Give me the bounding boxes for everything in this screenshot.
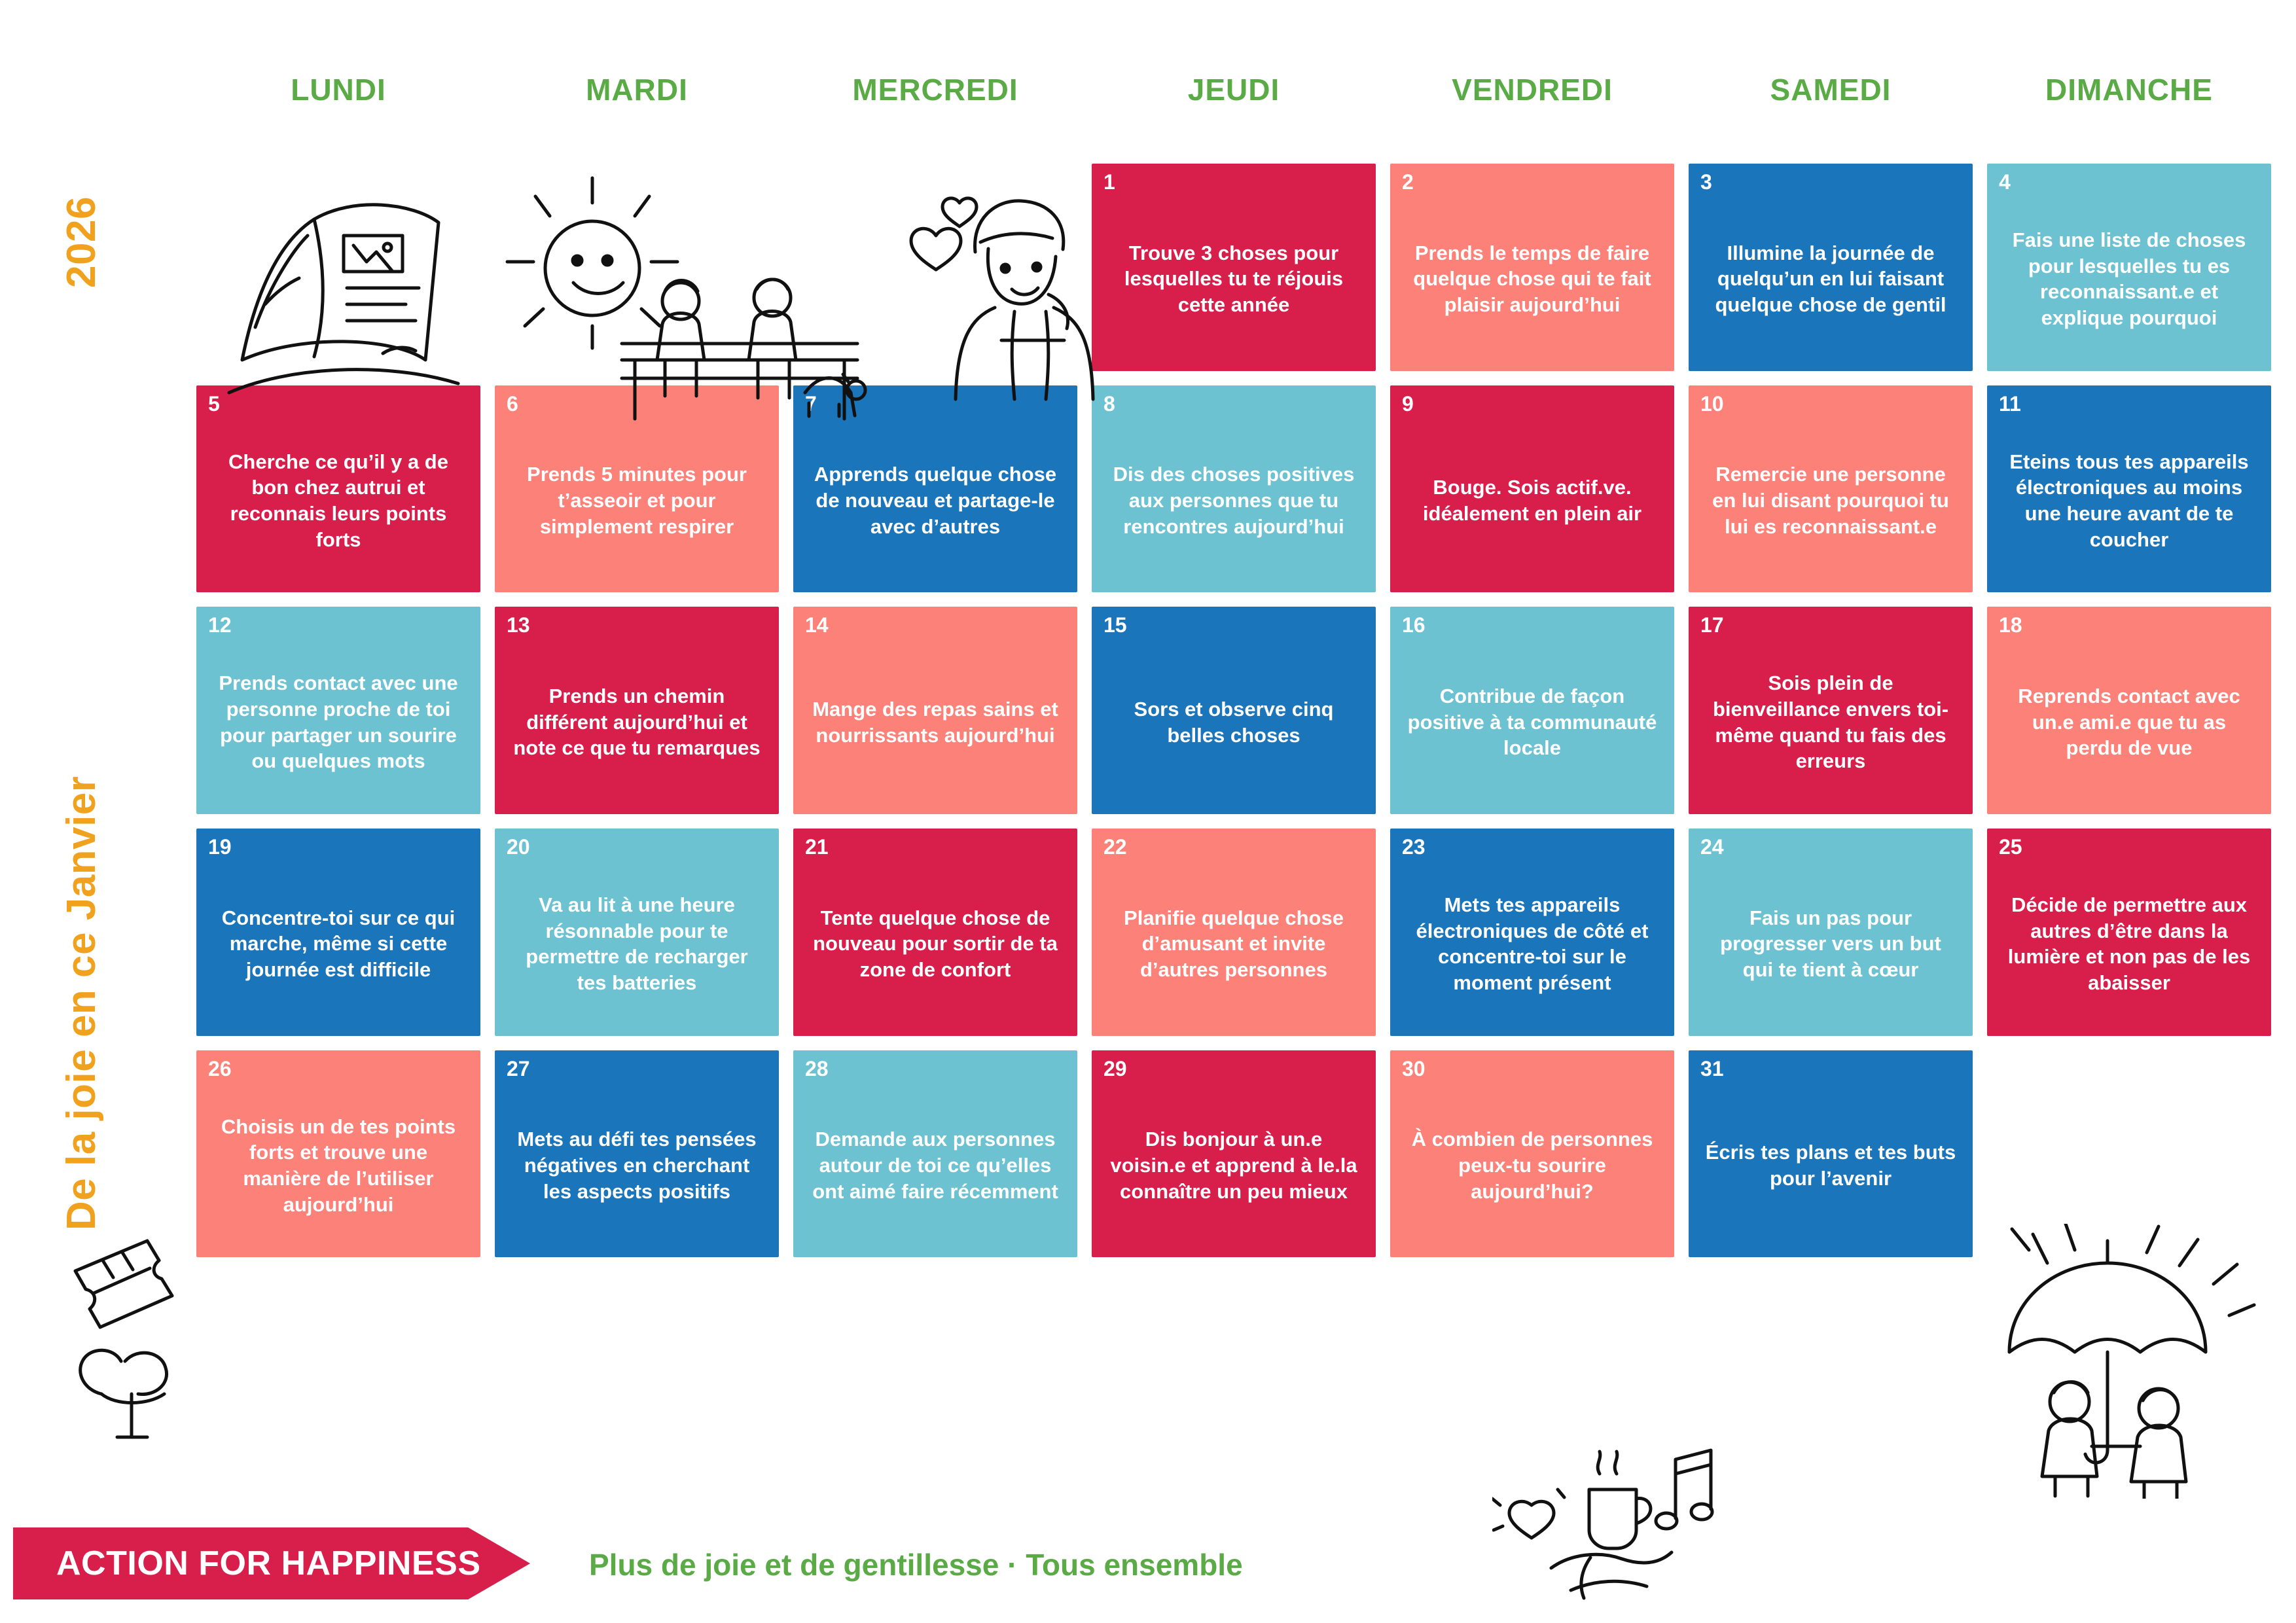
calendar-day-21[interactable] <box>793 829 1077 1036</box>
calendar-day-1[interactable] <box>1092 164 1376 371</box>
day-header-wednesday: MERCREDI <box>852 73 1018 107</box>
day-number: 14 <box>805 613 829 637</box>
day-text: Fais un pas pour progresser vers un but qui te tient à cœur <box>1720 906 1941 982</box>
calendar-day-31[interactable] <box>1689 1050 1973 1258</box>
day-header-sunday: DIMANCHE <box>2045 73 2213 107</box>
day-number: 3 <box>1700 170 1712 194</box>
day-number: 11 <box>1999 391 2021 416</box>
day-text: Mets au défi tes pensées négatives en cherchant les aspects positifs <box>517 1128 757 1203</box>
day-number: 12 <box>208 613 232 637</box>
day-number: 30 <box>1402 1056 1426 1080</box>
calendar-day-17[interactable] <box>1689 607 1973 814</box>
calendar-day-8[interactable] <box>1092 385 1376 593</box>
page-title-year: 2026 <box>59 196 104 288</box>
calendar-grid <box>196 164 2271 1479</box>
calendar-day-20[interactable] <box>495 829 779 1036</box>
day-text: Demande aux personnes autour de toi ce qu’elles ont aimé faire récemment <box>812 1128 1058 1203</box>
day-number: 18 <box>1999 613 2022 637</box>
day-text: Concentre-toi sur ce qui marche, même si cette journée est difficile <box>221 906 456 982</box>
calendar-day-29[interactable] <box>1092 1050 1376 1258</box>
calendar-day-27[interactable] <box>495 1050 779 1258</box>
day-header-saturday: SAMEDI <box>1770 73 1892 107</box>
calendar-day-25[interactable] <box>1987 829 2271 1036</box>
calendar-empty-cell <box>1987 1050 2271 1258</box>
day-text: Tente quelque chose de nouveau pour sortir de ta zone de confort <box>813 906 1058 982</box>
day-number: 24 <box>1700 834 1724 859</box>
day-text: Mets tes appareils électroniques de côté et concentre-toi sur le moment présent <box>1416 893 1649 994</box>
day-number: 22 <box>1103 834 1127 859</box>
calendar-day-3[interactable] <box>1689 164 1973 371</box>
calendar-day-22[interactable] <box>1092 829 1376 1036</box>
day-number: 21 <box>805 834 829 859</box>
calendar-day-11[interactable] <box>1987 385 2271 593</box>
day-number: 27 <box>507 1056 530 1080</box>
day-number: 13 <box>507 613 530 637</box>
calendar-day-13[interactable] <box>495 607 779 814</box>
day-text: Mange des repas sains et nourrissants aujourd’hui <box>812 697 1058 747</box>
day-number: 28 <box>805 1056 829 1080</box>
day-text: Prends 5 minutes pour t’asseoir et pour simplement respirer <box>527 463 747 538</box>
calendar-day-16[interactable] <box>1390 607 1674 814</box>
day-text: À combien de personnes peux-tu sourire aujourd’hui? <box>1411 1128 1653 1203</box>
calendar-day-24[interactable] <box>1689 829 1973 1036</box>
calendar-day-23[interactable] <box>1390 829 1674 1036</box>
day-number: 1 <box>1103 170 1115 194</box>
calendar-empty-cell <box>793 164 1077 371</box>
page-title-text: De la joie en ce Janvier <box>59 776 104 1230</box>
calendar-day-10[interactable] <box>1689 385 1973 593</box>
calendar-empty-cell <box>196 164 480 371</box>
calendar-day-5[interactable] <box>196 385 480 593</box>
calendar-day-9[interactable] <box>1390 385 1674 593</box>
calendar-day-12[interactable] <box>196 607 480 814</box>
day-header-monday: LUNDI <box>291 73 386 107</box>
day-text: Trouve 3 choses pour lesquelles tu te réjouis cette année <box>1124 241 1344 317</box>
day-number: 19 <box>208 834 232 859</box>
calendar-day-28[interactable] <box>793 1050 1077 1258</box>
day-number: 17 <box>1700 613 1724 637</box>
calendar-day-19[interactable] <box>196 829 480 1036</box>
day-number: 10 <box>1700 391 1724 416</box>
calendar-day-2[interactable] <box>1390 164 1674 371</box>
day-text: Contribue de façon positive à ta communauté locale <box>1407 685 1657 760</box>
day-text: Prends le temps de faire quelque chose qui te fait plaisir aujourd’hui <box>1413 241 1651 317</box>
day-text: Fais une liste de choses pour lesquelles tu es reconnaissant.e et explique pourquoi <box>2012 228 2246 329</box>
day-text: Choisis un de tes points forts et trouve une manière de l’utiliser aujourd’hui <box>221 1115 456 1216</box>
day-header-thursday: JEUDI <box>1187 73 1280 107</box>
day-number: 31 <box>1700 1056 1724 1080</box>
day-text: Prends un chemin différent aujourd’hui et note ce que tu remarques <box>513 685 761 760</box>
day-text: Remercie une personne en lui disant pourquoi tu lui es reconnaissant.e <box>1712 463 1949 538</box>
day-text: Prends contact avec une personne proche de toi pour partager un sourire ou quelques mots <box>219 671 458 773</box>
day-text: Eteins tous tes appareils électroniques au moins une heure avant de te coucher <box>2009 450 2249 551</box>
day-number: 15 <box>1103 613 1127 637</box>
day-text: Cherche ce qu’il y a de bon chez autrui et reconnais leurs points forts <box>228 450 448 551</box>
day-text: Écris tes plans et tes buts pour l’avenir <box>1705 1141 1956 1190</box>
day-number: 9 <box>1402 391 1414 416</box>
day-number: 29 <box>1103 1056 1127 1080</box>
ticket-and-tree-doodle <box>62 1230 206 1446</box>
day-header-tuesday: MARDI <box>586 73 688 107</box>
day-number: 6 <box>507 391 518 416</box>
day-number: 7 <box>805 391 817 416</box>
day-number: 23 <box>1402 834 1426 859</box>
day-number: 2 <box>1402 170 1414 194</box>
day-header-friday: VENDREDI <box>1452 73 1613 107</box>
day-number: 16 <box>1402 613 1426 637</box>
day-text: Dis bonjour à un.e voisin.e et apprend à le.la connaître un peu mieux <box>1110 1128 1357 1203</box>
day-text: Planifie quelque chose d’amusant et invite d’autres personnes <box>1124 906 1344 982</box>
calendar-day-15[interactable] <box>1092 607 1376 814</box>
calendar-day-18[interactable] <box>1987 607 2271 814</box>
day-text: Va au lit à une heure résonnable pour te permettre de recharger tes batteries <box>526 893 748 994</box>
day-text: Décide de permettre aux autres d’être dans la lumière et non pas de les abaisser <box>2007 893 2251 994</box>
day-text: Reprends contact avec un.e ami.e que tu as perdu de vue <box>2018 685 2240 760</box>
day-text: Sois plein de bienveillance envers toi-même quand tu fais des erreurs <box>1712 671 1949 773</box>
calendar-day-26[interactable] <box>196 1050 480 1258</box>
page-title <box>26 118 196 1230</box>
day-text: Illumine la journée de quelqu’un en lui faisant quelque chose de gentil <box>1715 241 1946 317</box>
calendar-day-14[interactable] <box>793 607 1077 814</box>
day-text: Dis des choses positives aux personnes que tu rencontres aujourd’hui <box>1113 463 1355 538</box>
calendar-empty-cell <box>495 164 779 371</box>
day-number: 26 <box>208 1056 232 1080</box>
day-text: Apprends quelque chose de nouveau et partage-le avec d’autres <box>814 463 1057 538</box>
day-number: 20 <box>507 834 530 859</box>
day-number: 4 <box>1999 170 2011 194</box>
calendar-day-4[interactable] <box>1987 164 2271 371</box>
brand-name: ACTION FOR HAPPINESS <box>56 1544 481 1582</box>
footer-tagline: Plus de joie et de gentillesse · Tous ensemble <box>589 1548 1243 1582</box>
calendar-day-30[interactable] <box>1390 1050 1674 1258</box>
day-header-row <box>196 72 2271 107</box>
calendar-day-7[interactable] <box>793 385 1077 593</box>
brand-banner <box>13 1527 530 1599</box>
day-text: Bouge. Sois actif.ve. idéalement en plein air <box>1422 476 1642 525</box>
day-number: 8 <box>1103 391 1115 416</box>
day-text: Sors et observe cinq belles choses <box>1134 697 1334 747</box>
day-number: 5 <box>208 391 220 416</box>
calendar-day-6[interactable] <box>495 385 779 593</box>
day-number: 25 <box>1999 834 2022 859</box>
